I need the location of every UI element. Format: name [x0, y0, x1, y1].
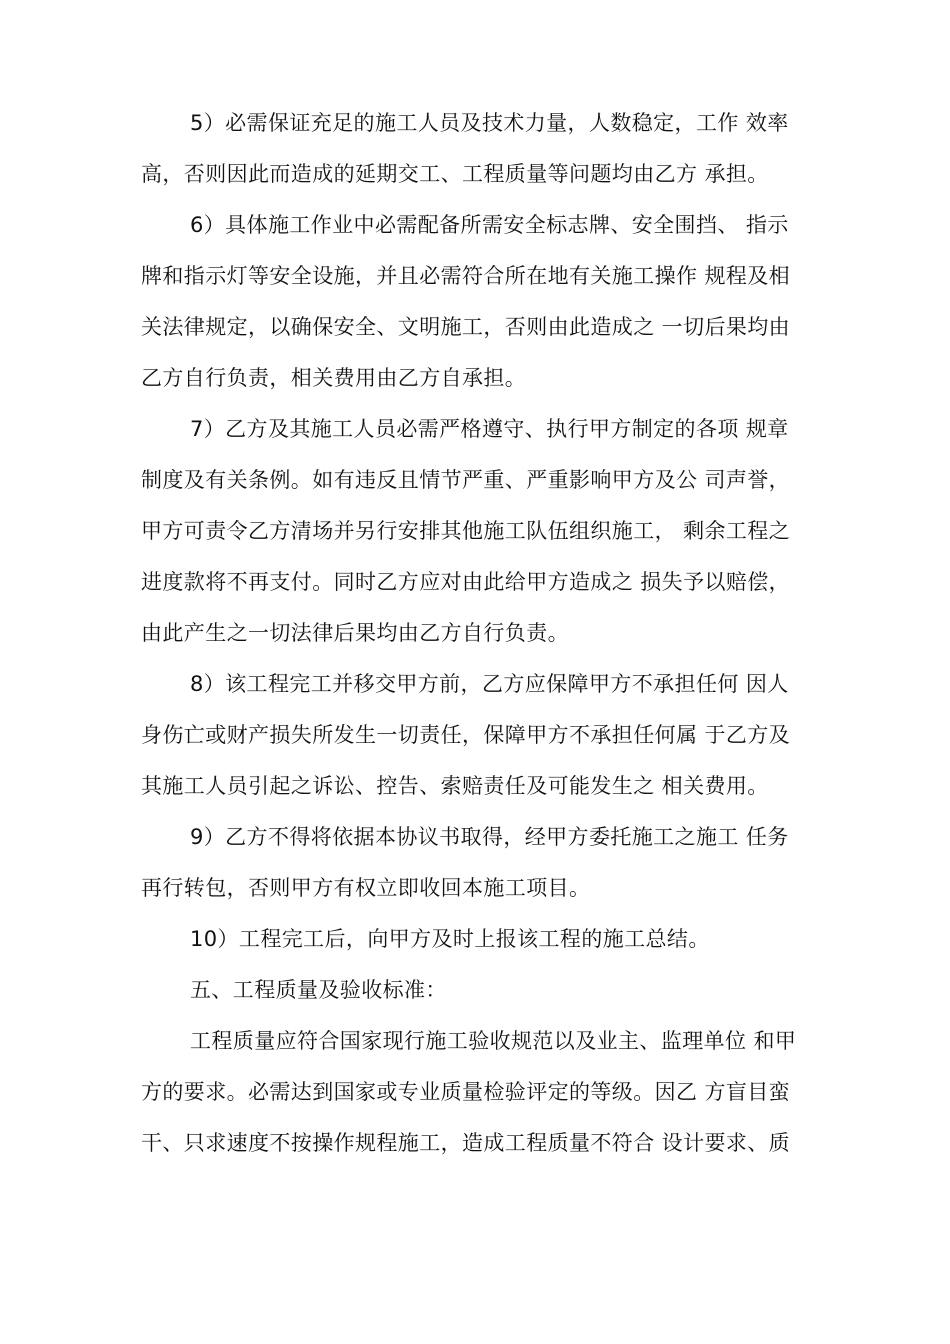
text-line: 工程质量应符合国家现行施工验收规范以及业主、监理单位 和甲 — [190, 1029, 797, 1053]
text-line: 关法律规定，以确保安全、文明施工，否则由此造成之 一切后果均由 — [141, 315, 791, 339]
text-line: 干、只求速度不按操作规程施工，造成工程质量不符合 设计要求、质 — [141, 1131, 791, 1155]
text-line: 其施工人员引起之诉讼、控告、索赔责任及可能发生之 相关费用。 — [141, 774, 769, 798]
text-line: 8）该工程完工并移交甲方前，乙方应保障甲方不承担任何 因人 — [190, 672, 789, 696]
text-line: 进度款将不再支付。同时乙方应对由此给甲方造成之 损失予以赔偿， — [141, 570, 791, 594]
document-body — [141, 98, 831, 1169]
text-line: 甲方可责令乙方清场并另行安排其他施工队伍组织施工， 剩余工程之 — [141, 519, 791, 543]
text-line: 高，否则因此而造成的延期交工、工程质量等问题均由乙方 承担。 — [141, 162, 769, 186]
text-line: 乙方自行负责，相关费用由乙方自承担。 — [141, 366, 527, 390]
text-line: 10）工程完工后，向甲方及时上报该工程的施工总结。 — [190, 927, 710, 951]
text-line: 5）必需保证充足的施工人员及技术力量，人数稳定，工作 效率 — [190, 111, 789, 135]
text-line: 身伤亡或财产损失所发生一切责任，保障甲方不承担任何属 于乙方及 — [141, 723, 791, 747]
text-line: 再行转包，否则甲方有权立即收回本施工项目。 — [141, 876, 591, 900]
text-line: 制度及有关条例。如有违反且情节严重、严重影响甲方及公 司声誉， — [141, 468, 791, 492]
text-line: 6）具体施工作业中必需配备所需安全标志牌、安全围挡、 指示 — [190, 213, 789, 237]
text-line: 牌和指示灯等安全设施，并且必需符合所在地有关施工操作 规程及相 — [141, 264, 791, 288]
text-line: 方的要求。必需达到国家或专业质量检验评定的等级。因乙 方盲目蛮 — [141, 1080, 791, 1104]
section-heading: 五、工程质量及验收标准： — [190, 978, 447, 1002]
text-line: 由此产生之一切法律后果均由乙方自行负责。 — [141, 621, 569, 645]
text-line: 7）乙方及其施工人员必需严格遵守、执行甲方制定的各项 规章 — [190, 417, 789, 441]
text-line: 9）乙方不得将依据本协议书取得，经甲方委托施工之施工 任务 — [190, 825, 789, 849]
